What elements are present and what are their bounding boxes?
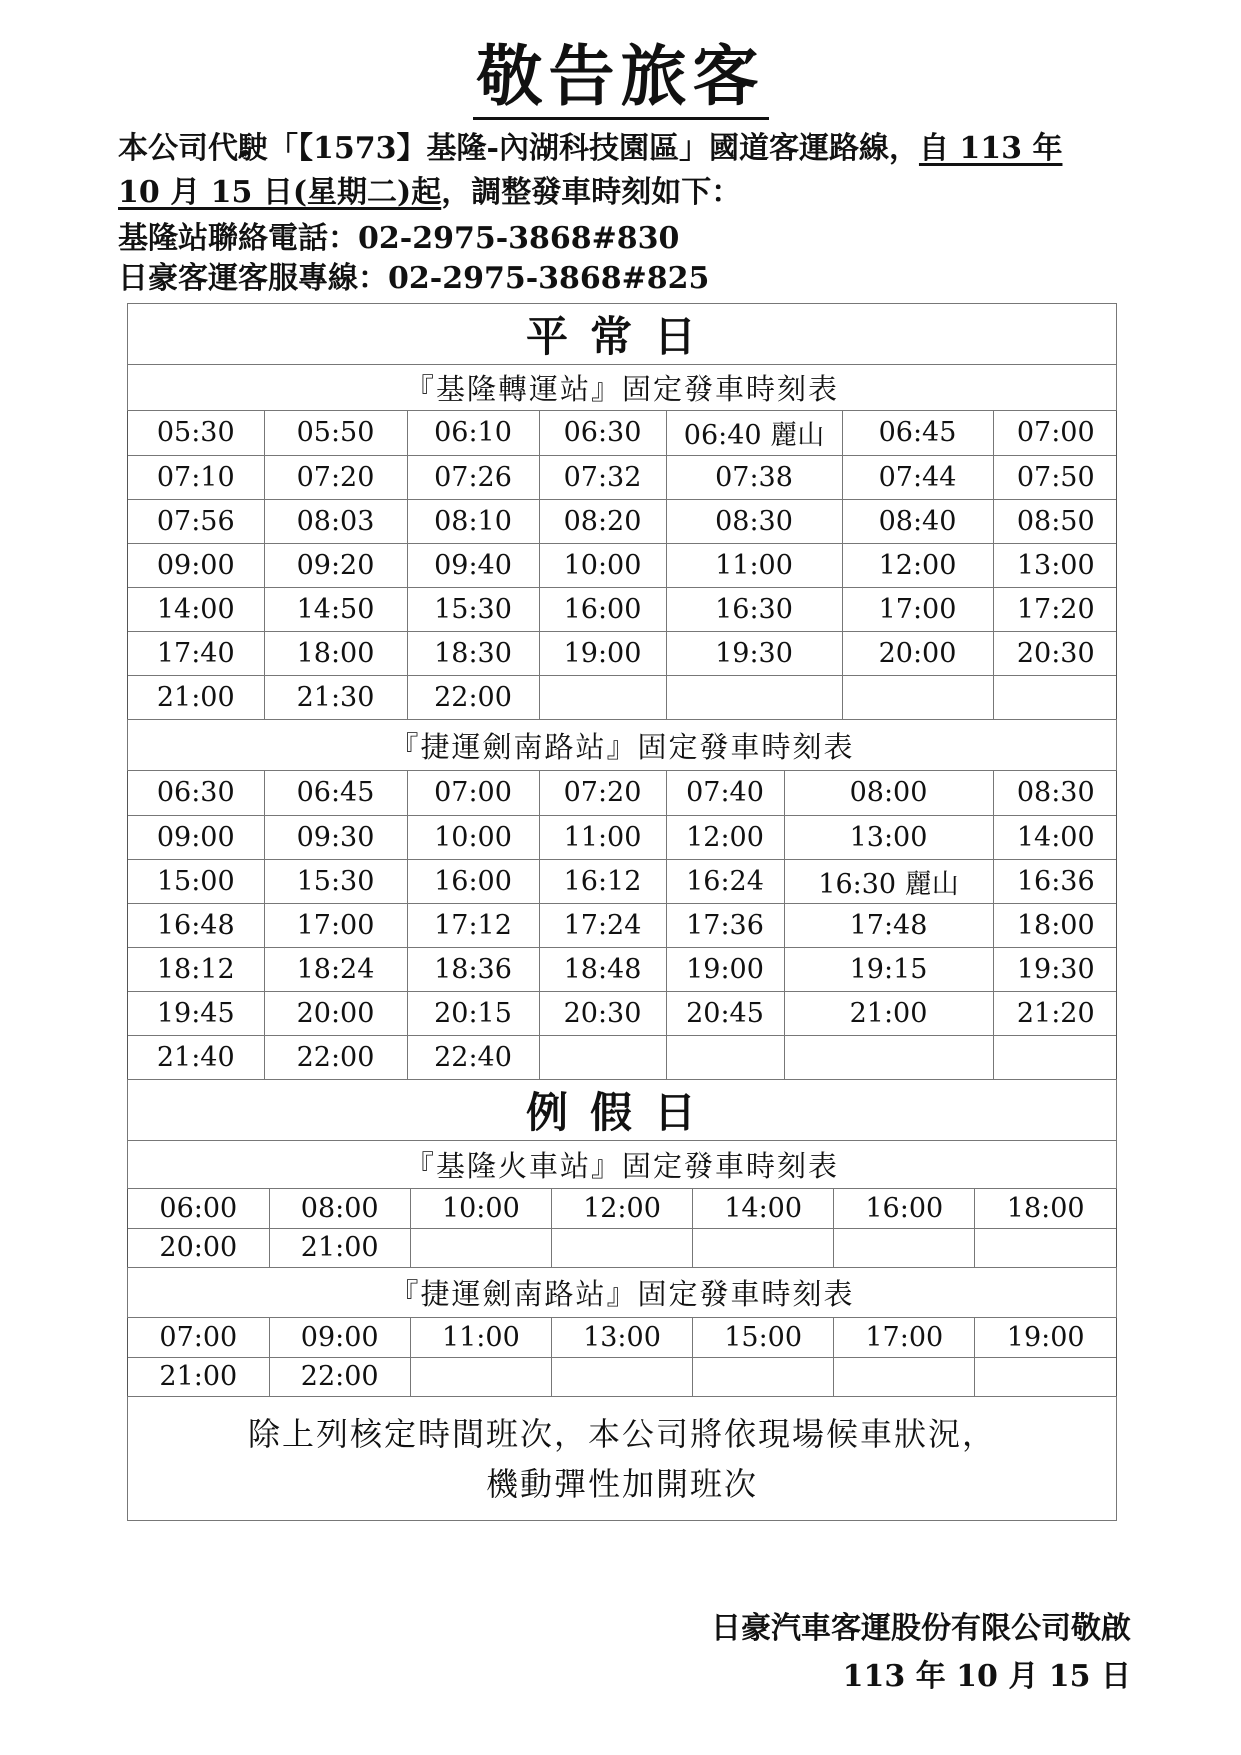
notice-line-1: 除上列核定時間班次，本公司將依現場候車狀況， <box>247 1414 996 1453</box>
departure-time-cell: 18:00 <box>264 631 407 675</box>
schedule-row <box>128 411 1117 455</box>
departure-time-cell: 20:00 <box>264 991 407 1035</box>
weekday-jiannan-wrap <box>128 771 1117 1080</box>
holiday-keelung-title: 『基隆火車站』固定發車時刻表 <box>128 1141 1117 1189</box>
departure-time-cell: 07:32 <box>539 455 666 499</box>
departure-time-cell: 17:36 <box>666 903 784 947</box>
departure-time-cell: 17:20 <box>993 587 1117 631</box>
departure-time-cell: 12:00 <box>666 815 784 859</box>
page-title <box>0 38 1241 114</box>
departure-time-cell: 08:00 <box>269 1189 410 1228</box>
departure-time-cell: 08:30 <box>666 499 842 543</box>
holiday-heading: 例假日 <box>128 1080 1117 1141</box>
departure-time-cell: 09:00 <box>128 815 264 859</box>
departure-time-cell: 11:00 <box>539 815 666 859</box>
holiday-jiannan-wrap <box>128 1318 1117 1397</box>
schedule-row <box>128 499 1117 543</box>
departure-time-cell: 18:12 <box>128 947 264 991</box>
departure-time-cell: 16:12 <box>539 859 666 903</box>
departure-time-cell: 21:00 <box>128 675 264 719</box>
intro-date-start: 自 113 年 <box>918 131 1063 166</box>
departure-time-cell <box>539 675 666 719</box>
departure-time-cell: 16:36 <box>993 859 1117 903</box>
departure-time-cell: 06:10 <box>407 411 539 455</box>
departure-time-cell: 08:50 <box>993 499 1117 543</box>
departure-time-cell: 05:50 <box>264 411 407 455</box>
departure-time-cell: 22:00 <box>407 675 539 719</box>
departure-time-cell: 18:36 <box>407 947 539 991</box>
departure-time-cell <box>410 1228 551 1267</box>
departure-time-cell <box>975 1357 1116 1396</box>
departure-time-cell: 21:20 <box>993 991 1117 1035</box>
departure-time-cell: 10:00 <box>539 543 666 587</box>
departure-time-cell <box>993 1035 1117 1079</box>
departure-time-cell: 08:10 <box>407 499 539 543</box>
departure-time-cell: 06:45 <box>264 771 407 815</box>
departure-time-cell: 08:03 <box>264 499 407 543</box>
departure-time-cell: 19:00 <box>539 631 666 675</box>
contact-keelung-station: 基隆站聯絡電話：02-2975-3868#830 <box>118 221 680 256</box>
departure-time-cell: 07:44 <box>842 455 993 499</box>
departure-time-cell: 06:00 <box>128 1189 269 1228</box>
departure-time-cell: 18:00 <box>993 903 1117 947</box>
departure-time-cell: 07:26 <box>407 455 539 499</box>
signature-date: 113 年 10 月 15 日 <box>842 1659 1131 1694</box>
intro-line-2 <box>118 171 1128 215</box>
departure-time-cell: 09:20 <box>264 543 407 587</box>
holiday-jiannan-title: 『捷運劍南路站』固定發車時刻表 <box>128 1268 1117 1318</box>
departure-time-cell: 21:00 <box>784 991 993 1035</box>
intro-date-end: 10 月 15 日(星期二)起 <box>118 175 442 210</box>
departure-time-cell: 16:24 <box>666 859 784 903</box>
departure-time-cell: 07:40 <box>666 771 784 815</box>
departure-time-cell: 12:00 <box>842 543 993 587</box>
departure-time-cell: 05:30 <box>128 411 264 455</box>
departure-time-cell: 10:00 <box>407 815 539 859</box>
departure-time-cell: 11:00 <box>410 1318 551 1357</box>
departure-time-cell: 07:20 <box>539 771 666 815</box>
departure-time-cell <box>784 1035 993 1079</box>
departure-time-cell <box>993 675 1117 719</box>
departure-time-cell: 19:00 <box>975 1318 1116 1357</box>
departure-time-cell: 17:12 <box>407 903 539 947</box>
schedule-row <box>128 455 1117 499</box>
departure-time-cell: 21:00 <box>128 1357 269 1396</box>
schedule-row <box>128 947 1117 991</box>
departure-time-cell: 22:40 <box>407 1035 539 1079</box>
departure-time-cell: 15:30 <box>407 587 539 631</box>
departure-time-cell: 07:38 <box>666 455 842 499</box>
intro-route-text: 本公司代駛「【1573】基隆-內湖科技園區」國道客運路線， <box>118 131 919 166</box>
departure-time-cell: 08:00 <box>784 771 993 815</box>
schedule-row <box>128 903 1117 947</box>
departure-time-cell: 13:00 <box>993 543 1117 587</box>
signature-company: 日豪汽車客運股份有限公司敬啟 <box>711 1611 1131 1646</box>
departure-time-cell: 14:50 <box>264 587 407 631</box>
weekday-jiannan-title: 『捷運劍南路站』固定發車時刻表 <box>128 720 1117 771</box>
departure-time-cell: 06:30 <box>539 411 666 455</box>
departure-time-cell <box>666 1035 784 1079</box>
departure-time-cell <box>551 1357 692 1396</box>
departure-time-cell <box>410 1357 551 1396</box>
schedule-row <box>128 675 1117 719</box>
departure-time-cell: 16:30 <box>666 587 842 631</box>
departure-time-cell: 09:00 <box>128 543 264 587</box>
departure-time-cell <box>842 675 993 719</box>
departure-time-cell: 07:20 <box>264 455 407 499</box>
departure-time-cell: 18:48 <box>539 947 666 991</box>
departure-time-cell: 20:30 <box>539 991 666 1035</box>
departure-time-cell: 22:00 <box>269 1357 410 1396</box>
schedule-row <box>128 1318 1116 1357</box>
schedule-row <box>128 1189 1116 1228</box>
intro-paragraph <box>118 127 1128 215</box>
departure-time-cell <box>975 1228 1116 1267</box>
contact-customer-service: 日豪客運客服專線：02-2975-3868#825 <box>118 261 710 296</box>
departure-time-cell: 14:00 <box>693 1189 834 1228</box>
departure-time-cell: 20:00 <box>842 631 993 675</box>
departure-time-cell: 06:40 麗山 <box>666 411 842 455</box>
departure-time-cell: 13:00 <box>784 815 993 859</box>
weekday-keelung-wrap <box>128 411 1117 720</box>
departure-time-cell <box>539 1035 666 1079</box>
schedule-table <box>127 303 1117 1521</box>
departure-time-cell <box>693 1228 834 1267</box>
signature-block <box>711 1605 1131 1701</box>
departure-time-cell: 09:40 <box>407 543 539 587</box>
departure-time-cell: 17:00 <box>842 587 993 631</box>
holiday-keelung-wrap <box>128 1189 1117 1268</box>
departure-time-cell: 10:00 <box>410 1189 551 1228</box>
departure-time-cell: 19:00 <box>666 947 784 991</box>
contact-block <box>118 219 709 299</box>
departure-time-cell <box>666 675 842 719</box>
weekday-jiannan-grid <box>128 771 1117 1079</box>
departure-time-cell: 08:20 <box>539 499 666 543</box>
departure-time-cell: 07:10 <box>128 455 264 499</box>
departure-time-cell: 15:00 <box>128 859 264 903</box>
departure-time-cell: 21:30 <box>264 675 407 719</box>
departure-time-cell: 15:00 <box>693 1318 834 1357</box>
departure-time-cell: 16:48 <box>128 903 264 947</box>
holiday-keelung-grid <box>128 1189 1116 1267</box>
departure-time-cell: 07:00 <box>407 771 539 815</box>
intro-line-1 <box>118 127 1128 171</box>
schedule-row <box>128 543 1117 587</box>
departure-time-cell: 14:00 <box>993 815 1117 859</box>
departure-time-cell: 21:40 <box>128 1035 264 1079</box>
departure-time-cell: 20:15 <box>407 991 539 1035</box>
departure-time-cell: 18:30 <box>407 631 539 675</box>
weekday-keelung-grid <box>128 411 1117 719</box>
departure-time-cell: 16:00 <box>834 1189 975 1228</box>
departure-time-cell: 11:00 <box>666 543 842 587</box>
departure-time-cell <box>834 1228 975 1267</box>
departure-time-cell: 20:30 <box>993 631 1117 675</box>
departure-time-cell: 14:00 <box>128 587 264 631</box>
notice-box <box>128 1397 1117 1521</box>
departure-time-cell: 12:00 <box>551 1189 692 1228</box>
departure-time-cell: 19:45 <box>128 991 264 1035</box>
departure-time-cell: 16:00 <box>539 587 666 631</box>
schedule-row <box>128 991 1117 1035</box>
holiday-jiannan-grid <box>128 1318 1116 1396</box>
page-title-text: 敬告旅客 <box>473 37 769 120</box>
schedule-row <box>128 1357 1116 1396</box>
departure-time-cell: 19:30 <box>993 947 1117 991</box>
departure-time-cell: 07:00 <box>993 411 1117 455</box>
departure-time-cell: 07:00 <box>128 1318 269 1357</box>
departure-time-cell: 06:45 <box>842 411 993 455</box>
departure-time-cell <box>834 1357 975 1396</box>
notice-line-2: 機動彈性加開班次 <box>485 1464 758 1503</box>
schedule-row <box>128 631 1117 675</box>
departure-time-cell: 15:30 <box>264 859 407 903</box>
departure-time-cell: 09:30 <box>264 815 407 859</box>
departure-time-cell: 18:24 <box>264 947 407 991</box>
schedule-row <box>128 1035 1117 1079</box>
departure-time-cell: 08:40 <box>842 499 993 543</box>
weekday-keelung-title: 『基隆轉運站』固定發車時刻表 <box>128 365 1117 411</box>
weekday-heading: 平常日 <box>128 304 1117 365</box>
departure-time-cell: 17:40 <box>128 631 264 675</box>
departure-time-cell: 18:00 <box>975 1189 1116 1228</box>
departure-time-cell: 13:00 <box>551 1318 692 1357</box>
intro-adjust-text: ，調整發車時刻如下： <box>441 175 742 210</box>
schedule-row <box>128 859 1117 903</box>
departure-time-cell: 17:24 <box>539 903 666 947</box>
departure-time-cell: 08:30 <box>993 771 1117 815</box>
departure-time-cell: 17:00 <box>834 1318 975 1357</box>
departure-time-cell: 06:30 <box>128 771 264 815</box>
departure-time-cell: 16:30 麗山 <box>784 859 993 903</box>
departure-time-cell: 09:00 <box>269 1318 410 1357</box>
departure-time-cell: 07:56 <box>128 499 264 543</box>
departure-time-cell <box>551 1228 692 1267</box>
departure-time-cell: 17:00 <box>264 903 407 947</box>
schedule-row <box>128 771 1117 815</box>
departure-time-cell: 22:00 <box>264 1035 407 1079</box>
departure-time-cell: 07:50 <box>993 455 1117 499</box>
schedule-row <box>128 815 1117 859</box>
departure-time-cell: 19:15 <box>784 947 993 991</box>
departure-time-cell: 21:00 <box>269 1228 410 1267</box>
departure-time-cell: 17:48 <box>784 903 993 947</box>
departure-time-cell: 20:45 <box>666 991 784 1035</box>
departure-time-cell: 19:30 <box>666 631 842 675</box>
departure-time-cell <box>693 1357 834 1396</box>
schedule-row <box>128 587 1117 631</box>
schedule-row <box>128 1228 1116 1267</box>
departure-time-cell: 20:00 <box>128 1228 269 1267</box>
departure-time-cell: 16:00 <box>407 859 539 903</box>
